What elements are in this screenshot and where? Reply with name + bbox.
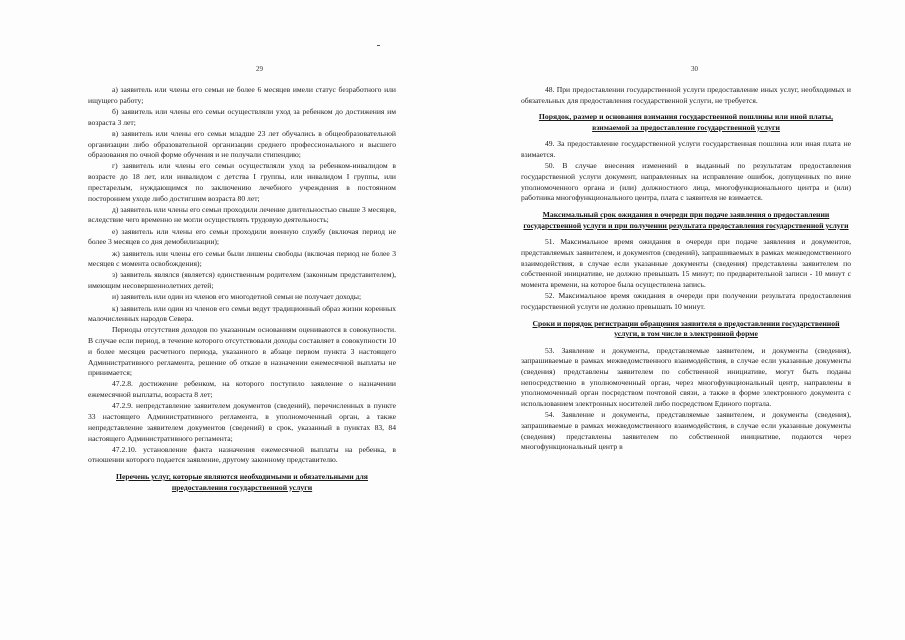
paragraph: к) заявитель или один из членов его семьи ведут традиционный образ жизни коренных малочисленных народов Севера. [88, 303, 396, 324]
paragraph: 47.2.8. достижение ребенком, на которого поступило заявление о назначении ежемесячной выплаты, возраста 8 лет; [88, 379, 396, 400]
paragraph: б) заявитель или члены его семьи осуществляли уход за ребенком до достижения им возраста 3 лет; [88, 106, 396, 127]
paragraph: 53. Заявление и документы, представляемые заявителем, и документы (сведения), запрашиваемые в рамках межведомственного взаимодействия, в случае если указанные документы (сведения) представлены заявителем по собственной инициативе, могут быть поданы непосредственно в уполномоченный орган, через многофункциональный центр, направлены в уполномоченный орган посредством почтовой связи, а также в форме электронного документа с использованием электронных носителей либо посредством Единого портала. [521, 345, 851, 409]
paragraph: 49. За предоставление государственной услуги государственная пошлина или иная плата не взимается. [521, 139, 851, 160]
paragraph: е) заявитель или члены его семьи проходили военную службу (включая период не более 3 месяцев со дня демобилизации); [88, 226, 396, 247]
section-heading: Сроки и порядок регистрации обращения заявителя о предоставлении государственной услуги, в том числе в электронной форме [532, 318, 840, 339]
section-heading: Порядок, размер и основания взимания государственной пошлины или иной платы, взимаемой за предоставление государственной услуги [538, 112, 834, 132]
right-text-column [521, 85, 851, 454]
paragraph: ж) заявитель или члены его семьи были лишены свободы (включая период не более 3 месяцев с момента освобождения); [88, 248, 396, 269]
paragraph: 48. При предоставлении государственной услуги предоставление иных услуг, необходимых и обязательных для предоставления государственной услуги, не требуется. [521, 85, 851, 105]
page-number: 29 [256, 65, 263, 73]
paragraph: Периоды отсутствия доходов по указанным основаниям оцениваются в совокупности. В случае если период, в течение которого отсутствовали доходы составляет в совокупности 10 и более месяцев расчетного периода, указанного в абзаце первом пункта 3 настоящего Административного регламента, решение об отказе в назначении ежемесячной выплаты не принимается; [88, 325, 396, 378]
paragraph: 54. Заявление и документы, представляемые заявителем, и документы (сведения), запрашиваемые в рамках межведомственного взаимодействия, в случае если указанные документы (сведения) представлены заявителем по собственной инициативе, подаются через многофункциональный центр в [521, 410, 851, 452]
section-heading: Максимальный срок ожидания в очереди при подаче заявления о предоставлении государственной услуги и при получении результата предоставления государственной услуги [523, 210, 849, 230]
paragraph: 47.2.10. установление факта назначения ежемесячной выплаты на ребенка, в отношении которого подается заявление, другому законному представителю. [88, 444, 396, 465]
paragraph: з) заявитель являлся (является) единственным родителем (законным представителем), имеющим несовершеннолетних детей; [88, 270, 396, 291]
paragraph: д) заявитель или члены его семьи проходили лечение длительностью свыше 3 месяцев, вследствие чего временно не могли осуществлять трудовую деятельность; [88, 204, 396, 225]
paragraph: г) заявитель или члены его семьи осуществляли уход за ребенком-инвалидом в возрасте до 18 лет, или инвалидом с детства I группы, или инвалидом I группы, или престарелым, нуждающимся по заключению лечебного учреждения в постоянном постороннем уходе либо достигшим возраста 80 лет; [88, 161, 396, 203]
paragraph: 47.2.9. непредставление заявителем документов (сведений), перечисленных в пункте 33 настоящего Административного регламента, в уполномоченный орган, а также непредставление заявителем документов (сведений) в срок, указанный в пунктах 83, 84 настоящего Административного регламента; [88, 401, 396, 443]
paragraph: в) заявитель или члены его семьи младше 23 лет обучались в общеобразовательной организации либо образовательной организации среднего профессионального и высшего образования по очной форме обучения и не получали стипендию; [88, 128, 396, 160]
section-heading: Перечень услуг, которые являются необходимыми и обязательными для предоставления государственной услуги [116, 472, 368, 492]
left-page [0, 0, 452, 640]
scan-mark [377, 45, 380, 46]
paragraph: а) заявитель или члены его семьи не более 6 месяцев имели статус безработного или ищущего работу; [88, 85, 396, 105]
right-page [453, 0, 905, 640]
paragraph: 50. В случае внесения изменений в выданный по результатам предоставления государственной услуги документ, направленных на исправление ошибок, допущенных по вине уполномоченного органа и (или) должностного лица, многофункционального центра и (или) работника многофункционального центра, плата с заявителя не взимается. [521, 161, 851, 203]
page-number: 30 [691, 65, 698, 73]
paragraph: 51. Максимальное время ожидания в очереди при подаче заявления и документов, представляемых заявителем, и документов (сведений), запрашиваемых в рамках межведомственного взаимодействия, в случае если указанные документы (сведения) представлены заявителем по собственной инициативе, не должно превышать 15 минут; по предварительной записи - 10 минут с момента времени, на которое была осуществлена запись. [521, 237, 851, 289]
left-text-column [88, 85, 396, 499]
paragraph: 52. Максимальное время ожидания в очереди при получении результата предоставления государственной услуги не должно превышать 10 минут. [521, 291, 851, 311]
paragraph: и) заявитель или один из членов его многодетной семьи не получает доходы; [112, 292, 362, 302]
